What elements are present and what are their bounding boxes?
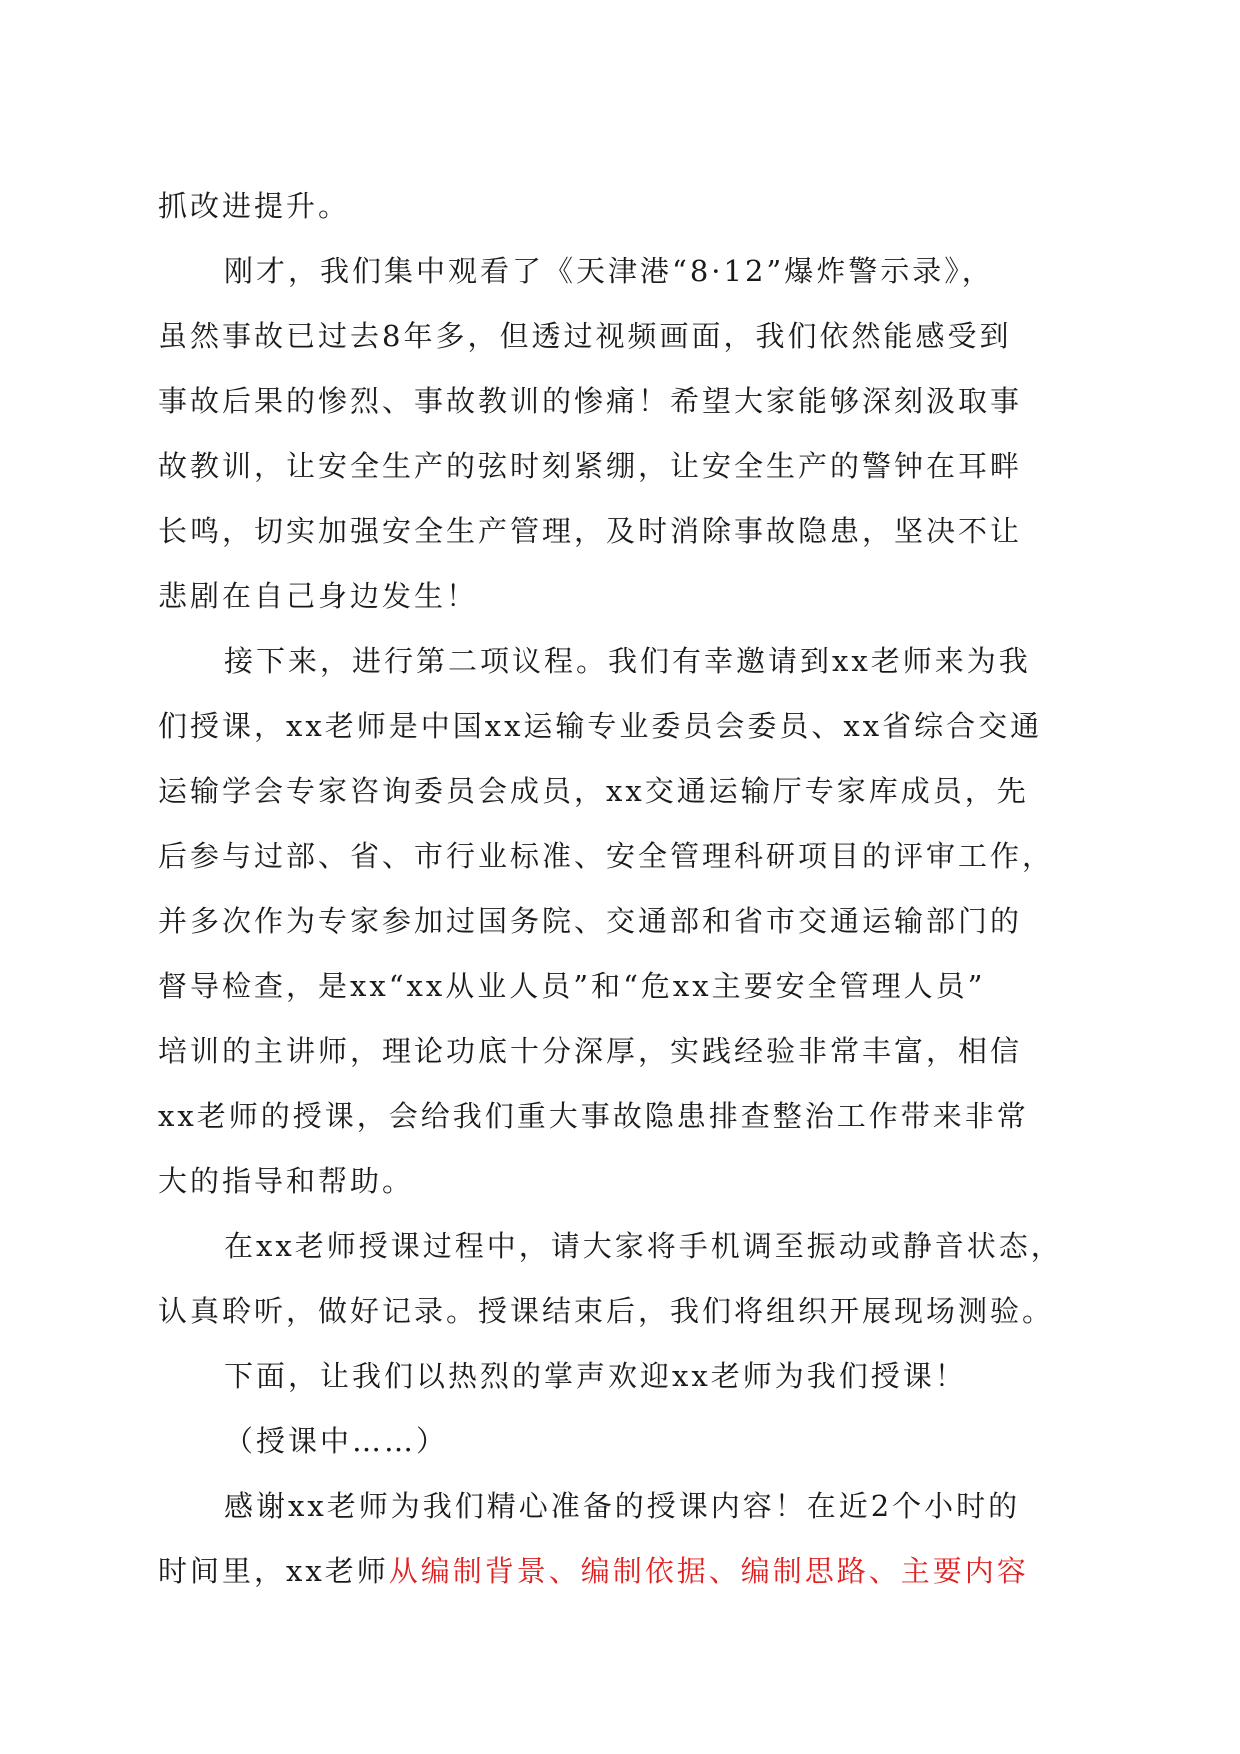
text-line: 督导检查，是xx“xx从业人员”和“危xx主要安全管理人员” [158, 969, 986, 1003]
text-line: 刚才，我们集中观看了《天津港“8·12”爆炸警示录》， [224, 254, 994, 288]
text-line: 故教训，让安全生产的弦时刻紧绷，让安全生产的警钟在耳畔 [158, 449, 1023, 483]
text-line: 感谢xx老师为我们精心准备的授课内容！在近2个小时的 [224, 1489, 1021, 1523]
text-line: （授课中……） [224, 1424, 449, 1458]
text-line: 运输学会专家咨询委员会成员，xx交通运输厅专家库成员，先 [158, 774, 1029, 808]
text-line: xx老师的授课，会给我们重大事故隐患排查整治工作带来非常 [158, 1099, 1029, 1133]
text-line: 在xx老师授课过程中，请大家将手机调至振动或静音状态， [224, 1229, 1063, 1263]
text-line: 下面，让我们以热烈的掌声欢迎xx老师为我们授课！ [224, 1359, 967, 1393]
text-line: 事故后果的惨烈、事故教训的惨痛！希望大家能够深刻汲取事 [158, 384, 1023, 418]
text-line: 并多次作为专家参加过国务院、交通部和省市交通运输部门的 [158, 904, 1023, 938]
text-line-last [158, 1539, 1078, 1604]
text-line: 后参与过部、省、市行业标准、安全管理科研项目的评审工作， [158, 839, 1055, 873]
text-line: 接下来，进行第二项议程。我们有幸邀请到xx老师来为我 [224, 644, 1031, 678]
text-line: 培训的主讲师，理论功底十分深厚，实践经验非常丰富，相信 [158, 1034, 1023, 1068]
text-line: 虽然事故已过去8年多，但透过视频画面，我们依然能感受到 [158, 319, 1012, 353]
text-line: 抓改进提升。 [158, 189, 351, 223]
text-line: 大的指导和帮助。 [158, 1164, 415, 1198]
text-line: 悲剧在自己身边发生！ [158, 579, 479, 613]
text-plain: 时间里，xx老师 [158, 1554, 389, 1588]
text-line: 认真聆听，做好记录。授课结束后，我们将组织开展现场测验。 [158, 1294, 1055, 1328]
text-line: 长鸣，切实加强安全生产管理，及时消除事故隐患，坚决不让 [158, 514, 1023, 548]
body-text [158, 174, 1078, 1604]
text-line: 们授课，xx老师是中国xx运输专业委员会委员、xx省综合交通 [158, 709, 1043, 743]
highlighted-text: 从编制背景、编制依据、编制思路、主要内容 [388, 1554, 1029, 1588]
